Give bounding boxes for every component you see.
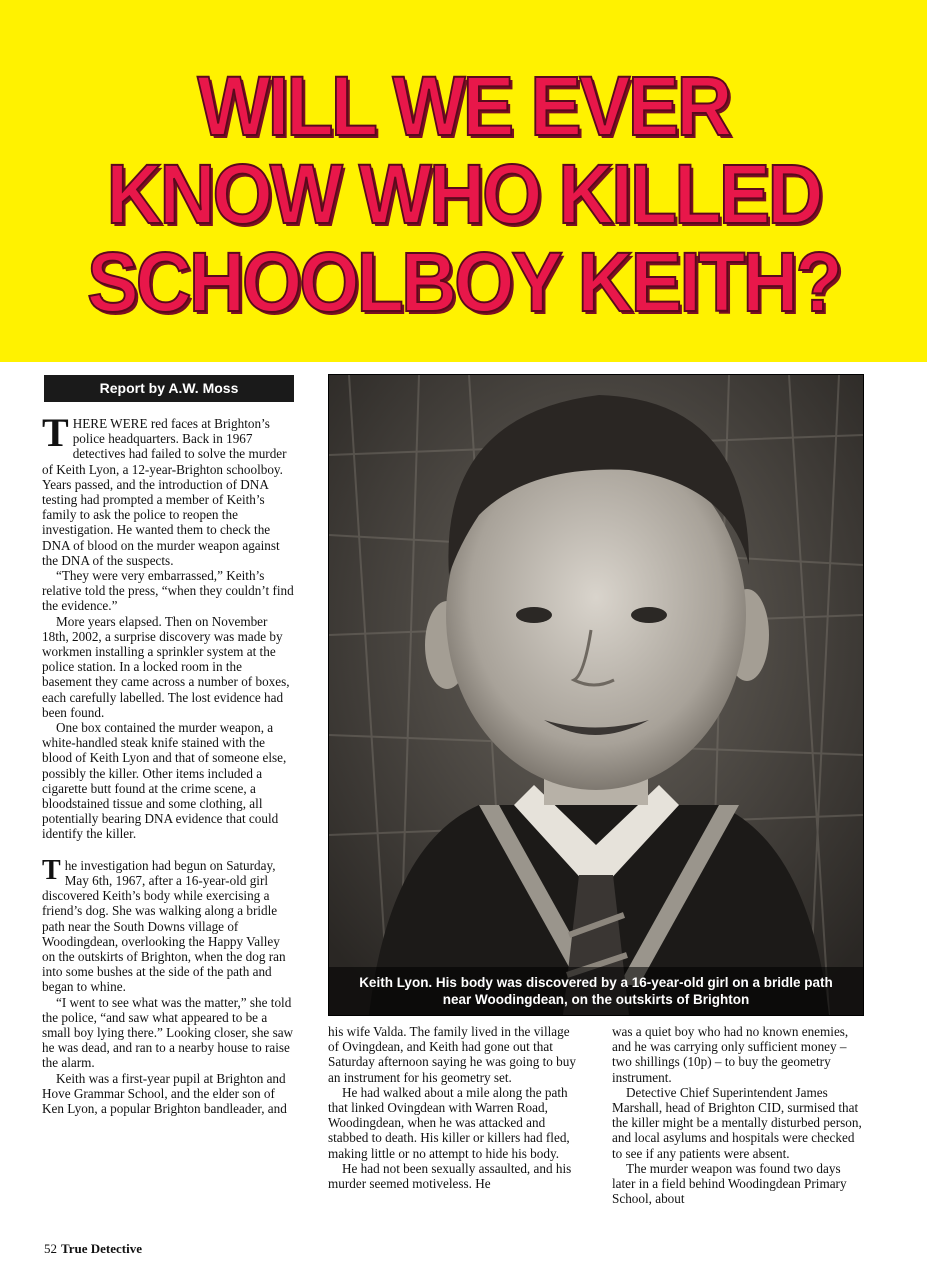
byline: Report by A.W. Moss: [44, 375, 294, 402]
paragraph: He had walked about a mile along the path that linked Ovingdean with Warren Road, Woodingdean, when he was attacked and stabbed to death. His killer or killers had fled, making little or no attempt to hide his body.: [328, 1084, 570, 1161]
paragraph: The murder weapon was found two days later in a field behind Woodingdean Primary School, about: [612, 1160, 847, 1207]
photo-caption: Keith Lyon. His body was discovered by a 16-year-old girl on a bridle path near Woodingdean, on the outskirts of Brighton: [329, 967, 863, 1015]
portrait-image: [329, 375, 863, 1015]
paragraph: his wife Valda. The family lived in the village of Ovingdean, and Keith had gone out that Saturday afternoon saying he was going to buy an instrument for his geometry set.: [328, 1024, 576, 1085]
paragraph: One box contained the murder weapon, a white-handled steak knife stained with the blood of Keith Lyon and that of someone else, possibly the killer. Other items included a cigarette butt found at the crime scene, a bloodstained tissue and some clothing, all potentially bearing DNA evidence that could identify the killer.: [42, 720, 287, 842]
page-number: 52: [44, 1241, 57, 1256]
headline-line-3: SCHOOLBOY KEITH?: [86, 235, 841, 329]
article-column-3: [612, 1024, 864, 1206]
headline: [37, 59, 890, 329]
paragraph: He had not been sexually assaulted, and his murder seemed motiveless. He: [328, 1160, 572, 1192]
paragraph: Detective Chief Superintendent James Marshall, head of Brighton CID, surmised that the killer might be a mentally disturbed person, and local asylums and hospitals were checked to see if any patients were absent.: [612, 1084, 862, 1161]
headline-line-2: KNOW WHO KILLED: [106, 147, 821, 241]
drop-cap: T: [42, 410, 69, 455]
headline-banner: [0, 0, 927, 362]
article-column-2: [328, 1024, 580, 1191]
paragraph: THERE WERE red faces at Brighton’s police headquarters. Back in 1967 detectives had failed to solve the murder of Keith Lyon, a 12-year-Brighton schoolboy. Years passed, and the introduction of DNA testing had prompted a member of Keith’s family to ask the police to reopen the investigation. He wanted them to check the DNA of blood on the murder weapon against the DNA of the suspects.: [42, 410, 287, 568]
paragraph: “They were very embarrassed,” Keith’s relative told the press, “when they couldn’t find the evidence.”: [42, 568, 294, 614]
paragraph: More years elapsed. Then on November 18th, 2002, a surprise discovery was made by workmen installing a sprinkler system at the police station. In a locked room in the basement they came across a number of boxes, each carefully labelled. The lost evidence had been found.: [42, 613, 290, 720]
paragraph: Keith was a first-year pupil at Brighton and Hove Grammar School, and the elder son of Ken Lyon, a popular Brighton bandleader, and: [42, 1070, 287, 1116]
paragraph: “I went to see what was the matter,” she told the police, “and saw what appeared to be a small boy lying there.” Looking closer, she saw he was dead, and ran to a nearby house to raise the alarm.: [42, 994, 294, 1071]
headline-line-1: WILL WE EVER: [197, 59, 730, 153]
article-column-1: [42, 410, 294, 1116]
paragraph: was a quiet boy who had no known enemies, and he was carrying only sufficient money – two shillings (10p) – to buy the geometry instrument.: [612, 1024, 849, 1085]
portrait-photo: [328, 374, 864, 1016]
publication-name: True Detective: [61, 1241, 142, 1256]
paragraph: The investigation had begun on Saturday, May 6th, 1967, after a 16-year-old girl discovered Keith’s body while exercising a friend’s dog. She was walking along a bridle path near the South Downs village of Woodingdean, overlooking the Happy Valley on the outskirts of Brighton, when the dog ran into some bushes at the side of the path and began to whine.: [42, 854, 286, 995]
page-footer: [44, 1241, 142, 1257]
drop-cap: T: [42, 854, 61, 886]
